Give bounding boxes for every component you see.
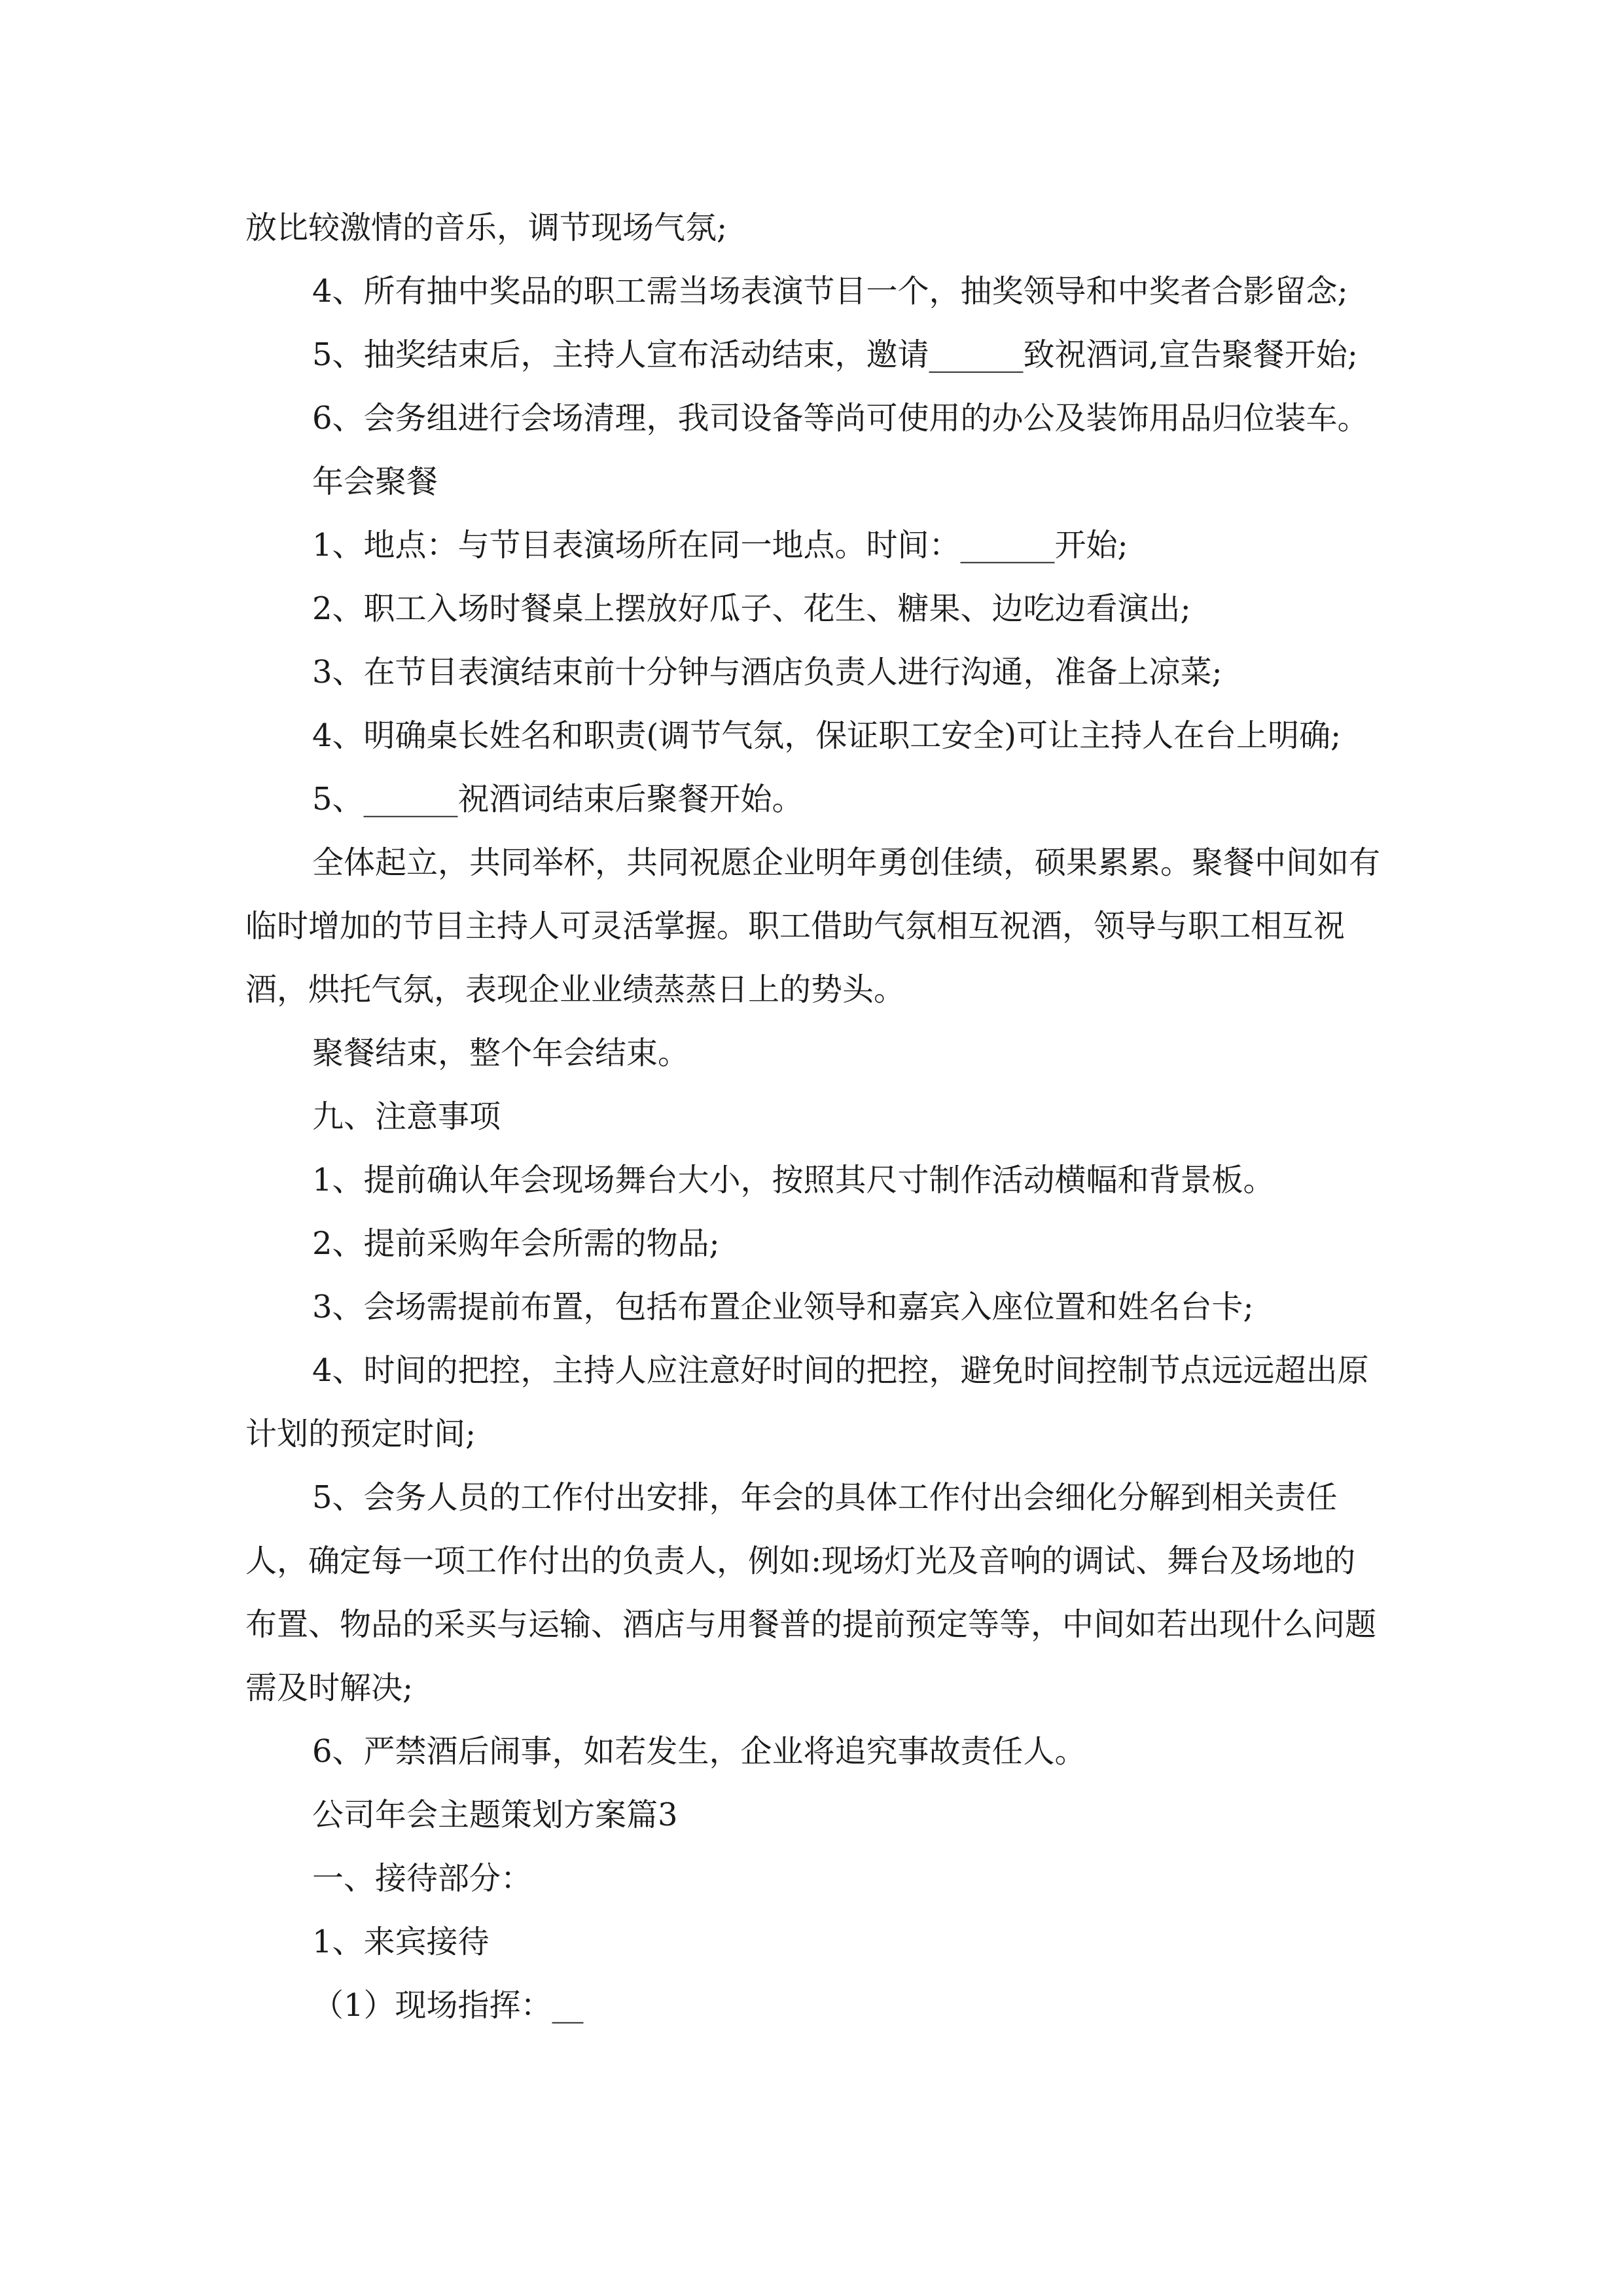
subsection-heading: 1、来宾接待	[312, 1924, 490, 1960]
paragraph-item: 3、在节目表演结束前十分钟与酒店负责人进行沟通，准备上凉菜;	[312, 654, 1222, 691]
document-body	[245, 196, 1384, 2037]
paragraph-body: 全体起立，共同举杯，共同祝愿企业明年勇创佳绩，硕果累累。聚餐中间如有临时增加的节目主持人可灵活掌握。职工借助气氛相互祝酒，领导与职工相互祝酒，烘托气氛，表现企业业绩蒸蒸日上的势头。	[245, 844, 1381, 1008]
paragraph-item: 3、会场需提前布置，包括布置企业领导和嘉宾入座位置和姓名台卡;	[312, 1289, 1254, 1325]
paragraph-item: 6、严禁酒后闹事，如若发生，企业将追究事故责任人。	[312, 1733, 1086, 1770]
section-heading: 九、注意事项	[312, 1098, 501, 1135]
paragraph-item: 4、所有抽中奖品的职工需当场表演节目一个，抽奖领导和中奖者合影留念;	[312, 273, 1348, 310]
paragraph-item: 4、时间的把控，主持人应注意好时间的把控，避免时间控制节点远远超出原计划的预定时间;	[245, 1352, 1369, 1452]
paragraph-item: （1）现场指挥：__	[312, 1987, 584, 2024]
paragraph-item: 6、会务组进行会场清理，我司设备等尚可使用的办公及装饰用品归位装车。	[312, 400, 1369, 437]
section-heading: 年会聚餐	[312, 463, 438, 500]
paragraph-item: 2、提前采购年会所需的物品;	[312, 1225, 720, 1262]
paragraph-item: 1、地点：与节目表演场所在同一地点。时间：______开始;	[312, 527, 1128, 564]
paragraph-continuation: 放比较激情的音乐，调节现场气氛;	[245, 209, 728, 246]
paragraph-item: 5、抽奖结束后，主持人宣布活动结束，邀请______致祝酒词,宣告聚餐开始;	[312, 336, 1358, 373]
paragraph-item: 1、提前确认年会现场舞台大小，按照其尺寸制作活动横幅和背景板。	[312, 1162, 1275, 1198]
paragraph-item: 2、职工入场时餐桌上摆放好瓜子、花生、糖果、边吃边看演出;	[312, 590, 1191, 627]
paragraph-item: 5、会务人员的工作付出安排，年会的具体工作付出会细化分解到相关责任人，确定每一项工作付出的负责人，例如:现场灯光及音响的调试、舞台及场地的布置、物品的采买与运输、酒店与用餐普的提前预定等等，中间如若出现什么问题需及时解决;	[245, 1479, 1377, 1706]
section-heading: 公司年会主题策划方案篇3	[312, 1797, 678, 1833]
section-heading: 一、接待部分：	[312, 1860, 533, 1897]
paragraph-body: 聚餐结束，整个年会结束。	[312, 1035, 690, 1071]
paragraph-item: 4、明确桌长姓名和职责(调节气氛，保证职工安全)可让主持人在台上明确;	[312, 717, 1342, 754]
paragraph-item: 5、______祝酒词结束后聚餐开始。	[312, 781, 804, 817]
